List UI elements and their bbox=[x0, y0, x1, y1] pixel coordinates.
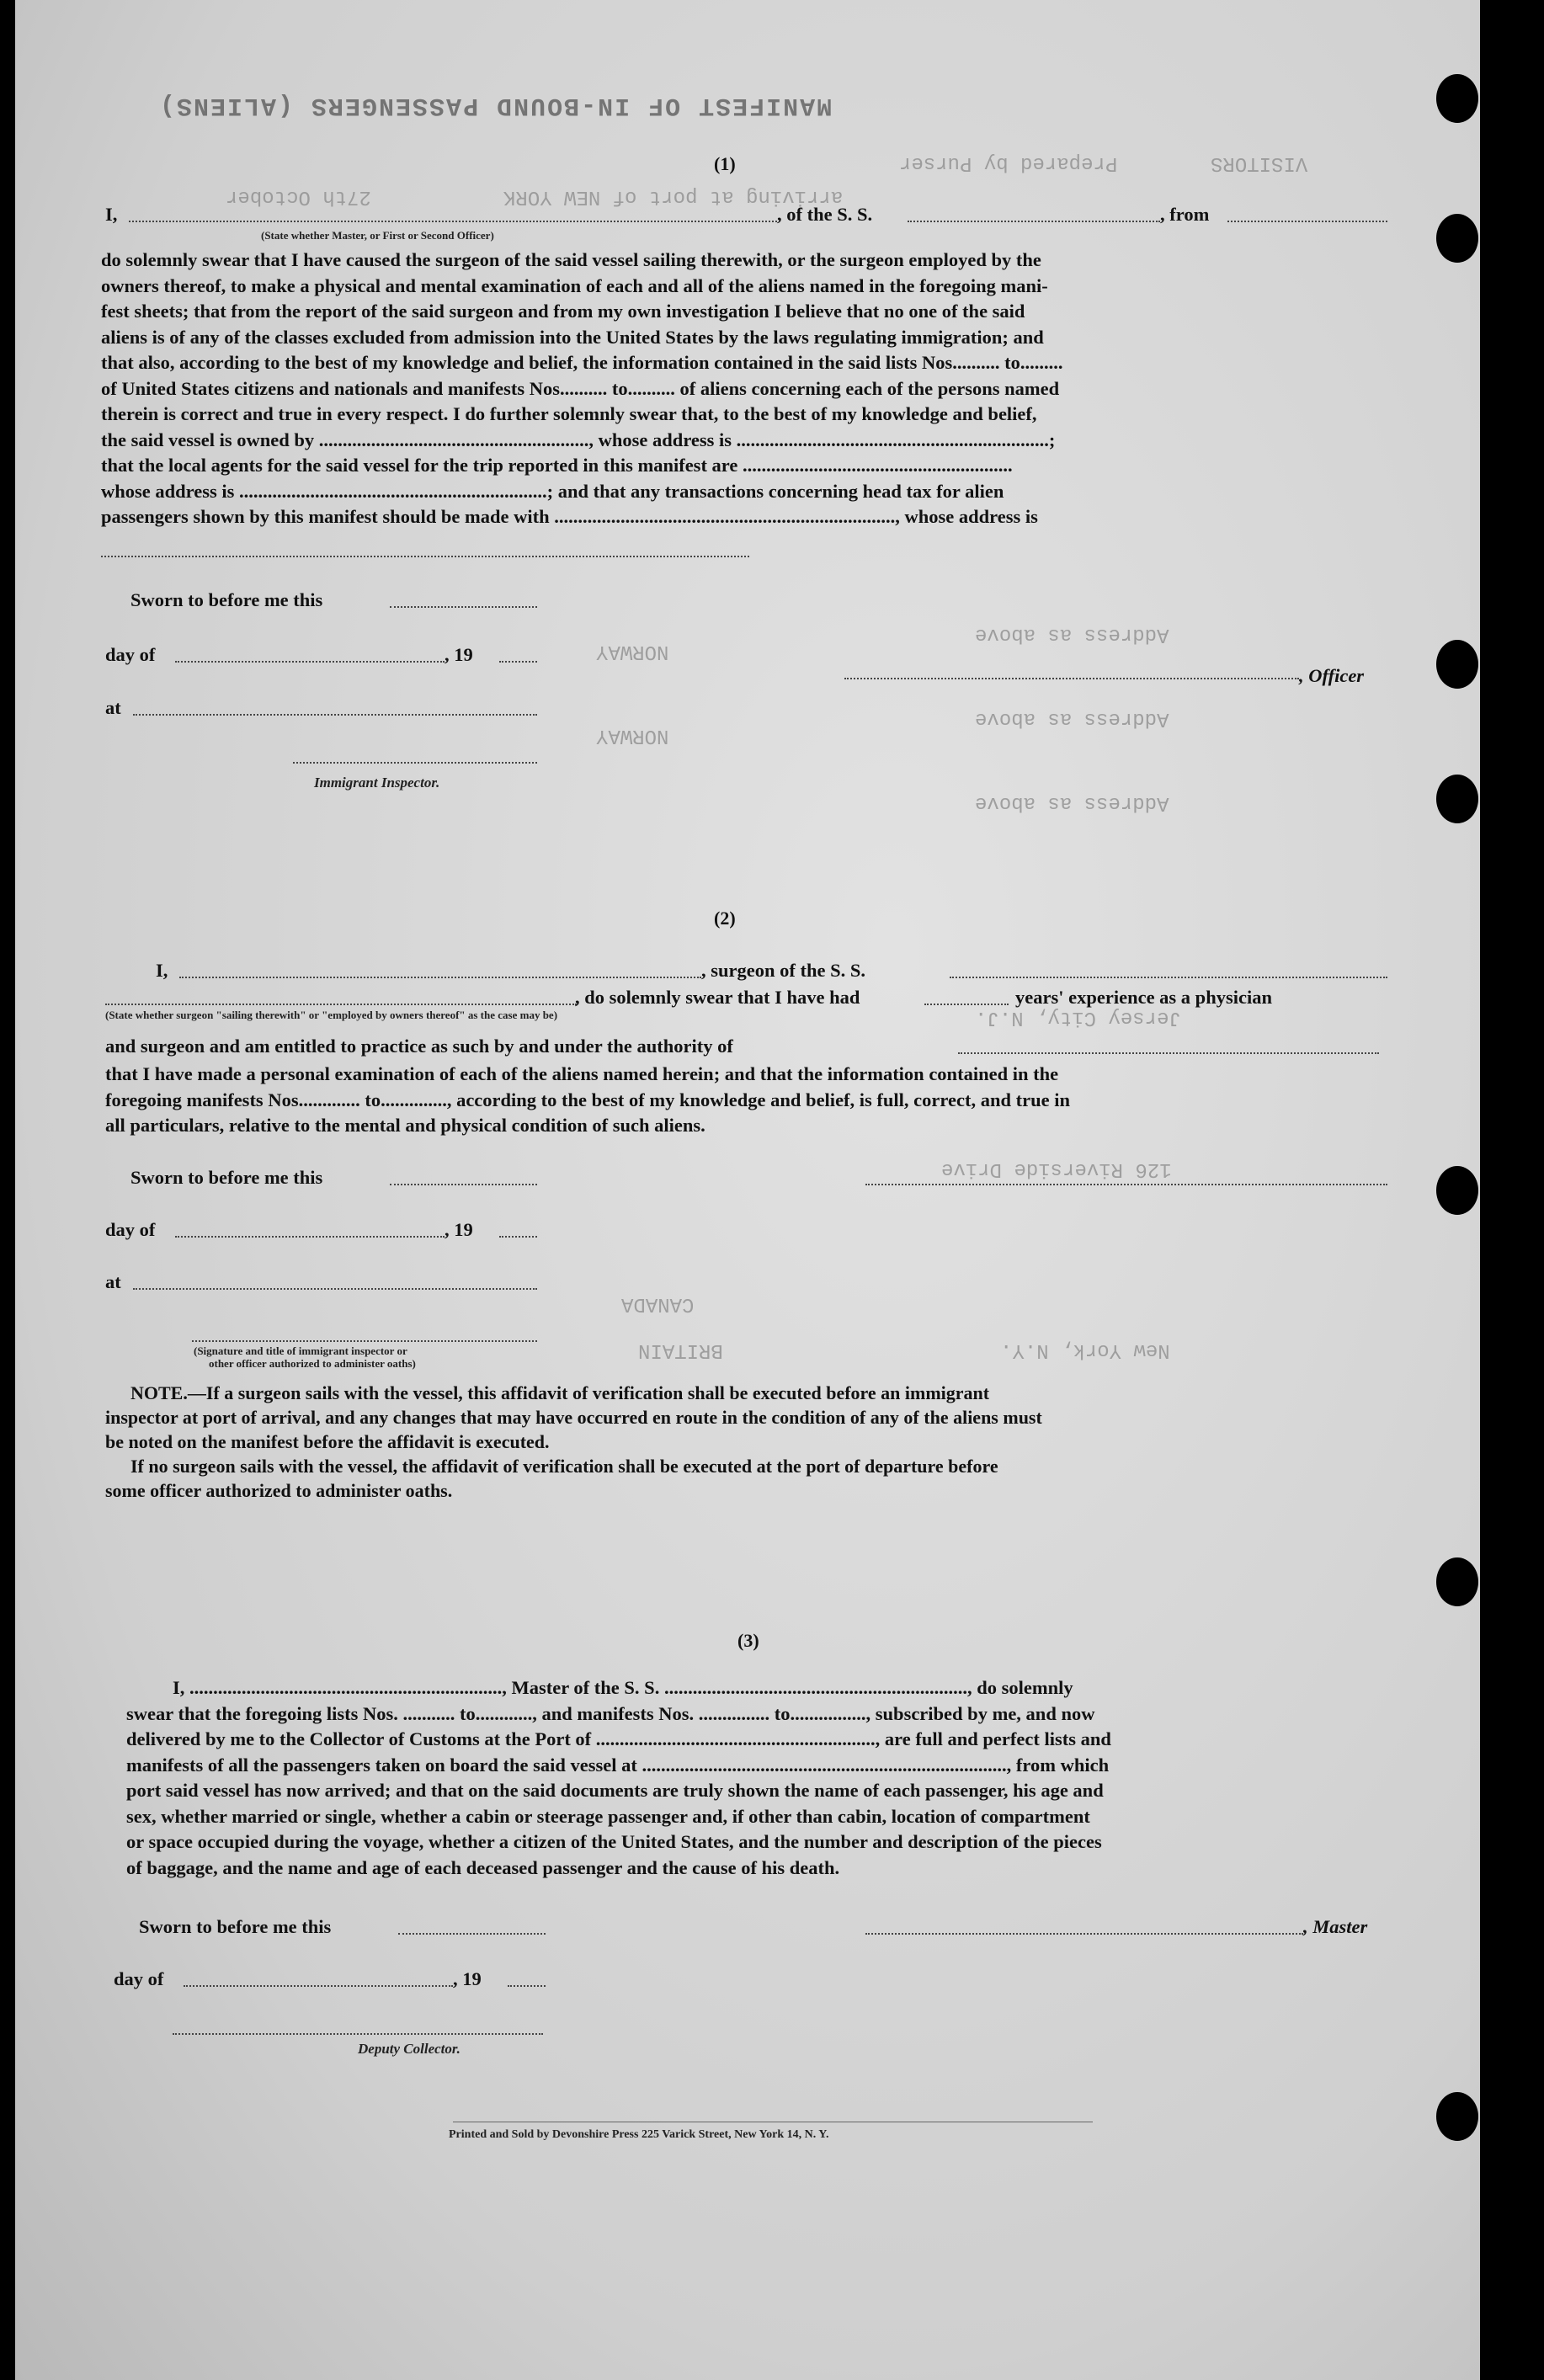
section1-paragraph bbox=[101, 248, 1389, 530]
paragraph-line: that also, according to the best of my knowledge and belief, the information contained in the said lists Nos.......... to......... bbox=[101, 352, 1063, 373]
note-line: inspector at port of arrival, and any changes that may have occurred en route in the condition of any of the aliens must bbox=[105, 1407, 1042, 1428]
affiant-label: I, bbox=[105, 204, 118, 225]
sworn-field bbox=[390, 1184, 537, 1185]
paragraph-line: all particulars, relative to the mental and physical condition of such aliens. bbox=[105, 1115, 705, 1136]
year-field bbox=[508, 1985, 546, 1987]
year-label: , 19 bbox=[445, 644, 473, 665]
day-field bbox=[175, 1236, 445, 1238]
surgeon-of-label: , surgeon of the S. S. bbox=[701, 960, 866, 981]
at-field bbox=[133, 1288, 537, 1290]
punch-hole bbox=[1436, 1557, 1478, 1606]
printer-imprint: Printed and Sold by Devonshire Press 225 Varick Street, New York 14, N. Y. bbox=[449, 2128, 829, 2141]
paragraph-line: swear that the foregoing lists Nos. ........... to............, and manifests Nos. ............... to................, subscribed by me, and now bbox=[126, 1702, 1095, 1724]
paragraph-line: that the local agents for the said vessel for the trip reported in this manifest are ......................................................... bbox=[101, 455, 1013, 476]
section2-paragraph bbox=[105, 1062, 1389, 1139]
paragraph-line: of baggage, and the name and age of each deceased passenger and the cause of his death. bbox=[126, 1856, 840, 1878]
surgeon-name-label: I, bbox=[156, 960, 168, 981]
day-of-label: day of bbox=[105, 644, 156, 665]
of-ss-label: , of the S. S. bbox=[777, 204, 873, 225]
section-number: (1) bbox=[714, 153, 736, 174]
paragraph-line: sex, whether married or single, whether a cabin or steerage passenger and, if other than cabin, location of compartment bbox=[126, 1805, 1090, 1827]
surgeon-name-field bbox=[179, 977, 701, 978]
authority-line: and surgeon and am entitled to practice as such by and under the authority of bbox=[105, 1036, 733, 1057]
signature-hint: other officer authorized to administer oaths) bbox=[209, 1357, 416, 1370]
signature-hint: (Signature and title of immigrant inspector or bbox=[194, 1344, 407, 1357]
bleed-column: NORWAY bbox=[596, 724, 669, 747]
inspector-signature-field bbox=[192, 1340, 537, 1342]
bleed-column: 126 Riverside Drive bbox=[941, 1158, 1172, 1180]
from-field bbox=[1227, 221, 1387, 222]
at-field bbox=[133, 714, 537, 716]
address-continuation bbox=[101, 556, 749, 557]
bleed-column: Jersey City, N.J. bbox=[975, 1006, 1181, 1029]
bleed-header: MANIFEST OF IN-BOUND PASSENGERS (ALIENS) bbox=[158, 91, 833, 120]
note-line: be noted on the manifest before the affidavit is executed. bbox=[105, 1431, 550, 1452]
surgeon-vessel-field bbox=[950, 977, 1387, 978]
officer-label: , Officer bbox=[1299, 665, 1365, 686]
inspector-field bbox=[293, 762, 537, 764]
bleed-column: Address as above bbox=[975, 623, 1169, 646]
year-label: , 19 bbox=[445, 1219, 473, 1240]
surgeon-signature-field bbox=[865, 1184, 1387, 1185]
year-field bbox=[499, 1236, 537, 1238]
surgeon-state-hint: (State whether surgeon "sailing therewith" or "employed by owners thereof" as the case may be) bbox=[105, 1009, 558, 1021]
paragraph-line: fest sheets; that from the report of the said surgeon and from my own investigation I believe that no one of the said bbox=[101, 301, 1025, 322]
solemnly-swear-label: , do solemnly swear that I have had bbox=[575, 987, 860, 1008]
note-label: NOTE. bbox=[130, 1382, 188, 1403]
paragraph-line: owners thereof, to make a physical and mental examination of each and all of the aliens named in the foregoing mani- bbox=[101, 274, 1048, 296]
paragraph-line: port said vessel has now arrived; and that on the said documents are truly shown the name of each passenger, his age and bbox=[126, 1780, 1104, 1801]
year-label: , 19 bbox=[453, 1968, 482, 1989]
punch-hole bbox=[1436, 2092, 1478, 2141]
paragraph-line: of United States citizens and nationals and manifests Nos.......... to.......... of aliens concerning each of the persons named bbox=[101, 377, 1060, 399]
sworn-field bbox=[398, 1933, 546, 1935]
paragraph-line: delivered by me to the Collector of Customs at the Port of ..........................................................., are full and perfect lists and bbox=[126, 1728, 1111, 1749]
authority-field bbox=[958, 1052, 1379, 1054]
inspector-label: Immigrant Inspector. bbox=[314, 775, 440, 791]
bleed-header: VISITORS bbox=[1211, 152, 1308, 174]
master-signature-field bbox=[865, 1933, 1303, 1935]
section3-paragraph bbox=[126, 1675, 1389, 1881]
document-page bbox=[15, 0, 1480, 2380]
surgeon-status-field bbox=[105, 1004, 577, 1005]
bleed-header: Prepared by Purser bbox=[899, 152, 1118, 174]
paragraph-line: therein is correct and true in every respect. I do further solemnly swear that, to the best of my knowledge and belief, bbox=[101, 403, 1037, 424]
punch-hole bbox=[1436, 1166, 1478, 1215]
at-label: at bbox=[105, 697, 121, 718]
sworn-label: Sworn to before me this bbox=[139, 1916, 332, 1937]
paragraph-line: do solemnly swear that I have caused the surgeon of the said vessel sailing therewith, or the surgeon employed by the bbox=[101, 249, 1041, 270]
section-number: (3) bbox=[737, 1630, 759, 1651]
paragraph-line: whose address is .................................................................; and that any transactions concerning head tax for alien bbox=[101, 480, 1004, 502]
day-field bbox=[184, 1985, 453, 1987]
affiant-field bbox=[129, 221, 777, 222]
at-label: at bbox=[105, 1271, 121, 1292]
collector-label: Deputy Collector. bbox=[358, 2041, 461, 2057]
paragraph-line: manifests of all the passengers taken on board the said vessel at ............................................................................., from which bbox=[126, 1754, 1110, 1776]
note-line: If no surgeon sails with the vessel, the affidavit of verification shall be executed at the port of departure before bbox=[130, 1456, 998, 1477]
bleed-column: Address as above bbox=[975, 707, 1169, 730]
paragraph-line: that I have made a personal examination of each of the aliens named herein; and that the information contained in the bbox=[105, 1063, 1059, 1084]
bleed-column: New York, N.Y. bbox=[1000, 1339, 1170, 1361]
years-experience-label: years' experience as a physician bbox=[1015, 987, 1272, 1008]
paragraph-line: I, .................................................................., Master of the S. S. ................................................................, do solemnly bbox=[173, 1677, 1073, 1698]
bleed-header: arriving at port of NEW YORK bbox=[503, 185, 844, 208]
paragraph-line: passengers shown by this manifest should be made with ........................................................................, whose address is bbox=[101, 506, 1038, 527]
note-line bbox=[105, 1381, 1389, 1405]
day-of-label: day of bbox=[114, 1968, 164, 1989]
punch-hole bbox=[1436, 640, 1478, 689]
from-label: , from bbox=[1160, 204, 1210, 225]
bleed-column: Address as above bbox=[975, 791, 1169, 814]
master-label: , Master bbox=[1303, 1916, 1368, 1937]
punch-hole bbox=[1436, 214, 1478, 263]
bleed-header: 27th October bbox=[226, 185, 371, 208]
bleed-column: CANADA bbox=[621, 1292, 695, 1315]
officer-field bbox=[844, 678, 1299, 679]
bleed-column: NORWAY bbox=[596, 640, 669, 663]
vessel-field bbox=[908, 221, 1160, 222]
day-of-label: day of bbox=[105, 1219, 156, 1240]
sworn-label: Sworn to before me this bbox=[130, 589, 323, 610]
collector-signature-field bbox=[173, 2033, 543, 2035]
day-field bbox=[175, 661, 445, 663]
bleed-column: BRITAIN bbox=[638, 1339, 723, 1361]
paragraph-line: or space occupied during the voyage, whether a citizen of the United States, and the number and description of the pieces bbox=[126, 1831, 1102, 1852]
sworn-label: Sworn to before me this bbox=[130, 1167, 323, 1188]
punch-hole bbox=[1436, 775, 1478, 823]
note-block bbox=[105, 1381, 1389, 1503]
paragraph-line: foregoing manifests Nos............. to.............., according to the best of my knowledge and belief, is full, correct, and true in bbox=[105, 1089, 1070, 1110]
punch-hole bbox=[1436, 74, 1478, 123]
section-number: (2) bbox=[714, 908, 736, 929]
paragraph-line: the said vessel is owned by ........................................................., whose address is ..................................................................; bbox=[101, 429, 1056, 450]
years-field bbox=[924, 1004, 1009, 1005]
paragraph-line: aliens is of any of the classes excluded from admission into the United States by the laws regulating immigration; and bbox=[101, 326, 1044, 348]
sworn-field bbox=[390, 606, 537, 608]
year-field bbox=[499, 661, 537, 663]
state-hint: (State whether Master, or First or Second Officer) bbox=[261, 229, 494, 242]
note-line: some officer authorized to administer oaths. bbox=[105, 1480, 453, 1501]
note-text: —If a surgeon sails with the vessel, this affidavit of verification shall be executed before an immigrant bbox=[187, 1382, 990, 1403]
